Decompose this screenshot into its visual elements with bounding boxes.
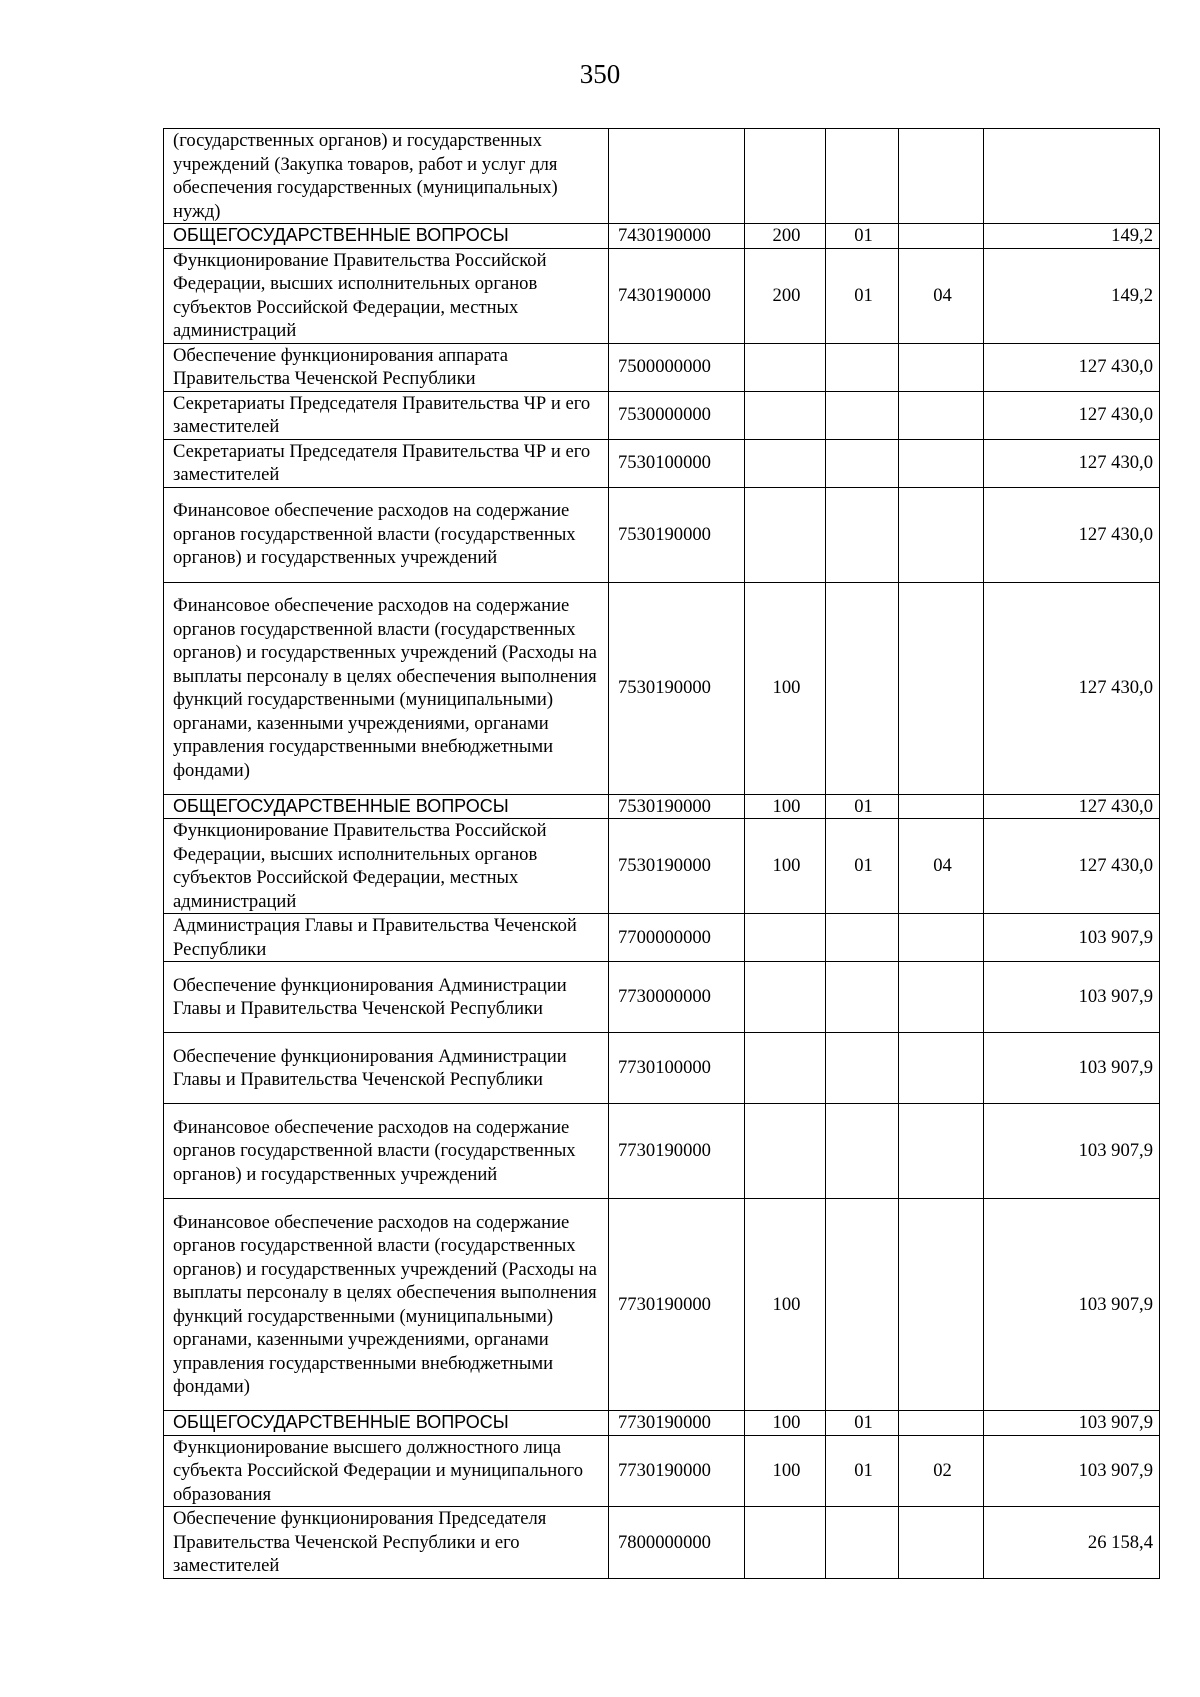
item-name-cell: Функционирование Правительства Российской Федерации, высших исполнительных органов субъектов Российской Федерации, местных администраций <box>164 248 609 343</box>
table-row <box>164 914 1160 962</box>
table-row <box>164 343 1160 391</box>
page-number: 350 <box>579 59 621 89</box>
item-name-cell: Финансовое обеспечение расходов на содержание органов государственной власти (государственных органов) и государственных учреждений (Расходы на выплаты персоналу в целях обеспечения выполнения функций государственными (муниципальными) органами, казенными учреждениями, органами управления государственными внебюджетными фондами) <box>164 582 609 794</box>
budget-table-body <box>164 129 1160 1579</box>
section-cell <box>826 391 899 439</box>
table-row <box>164 1411 1160 1436</box>
table-row <box>164 1435 1160 1507</box>
table-row <box>164 439 1160 487</box>
expense-type-cell <box>745 391 826 439</box>
section-cell <box>826 914 899 962</box>
expense-type-cell: 200 <box>745 224 826 249</box>
item-name-cell: ОБЩЕГОСУДАРСТВЕННЫЕ ВОПРОСЫ <box>164 224 609 249</box>
expense-type-cell: 100 <box>745 1411 826 1436</box>
section-cell <box>826 1104 899 1199</box>
target-article-cell: 7730190000 <box>609 1104 745 1199</box>
table-row <box>164 129 1160 224</box>
item-name-cell: Финансовое обеспечение расходов на содержание органов государственной власти (государственных органов) и государственных учреждений (Расходы на выплаты персоналу в целях обеспечения выполнения функций государственными (муниципальными) органами, казенными учреждениями, органами управления государственными внебюджетными фондами) <box>164 1199 609 1411</box>
table-row <box>164 962 1160 1033</box>
subsection-cell <box>899 1199 984 1411</box>
expense-type-cell <box>745 439 826 487</box>
section-cell: 01 <box>826 1435 899 1507</box>
subsection-cell <box>899 343 984 391</box>
table-row <box>164 582 1160 794</box>
target-article-cell: 7730000000 <box>609 962 745 1033</box>
item-name-cell: Функционирование высшего должностного лица субъекта Российской Федерации и муниципального образования <box>164 1435 609 1507</box>
item-name-cell: Обеспечение функционирования Администрации Главы и Правительства Чеченской Республики <box>164 962 609 1033</box>
table-row <box>164 248 1160 343</box>
amount-cell: 127 430,0 <box>984 794 1160 819</box>
expense-type-cell: 200 <box>745 248 826 343</box>
table-row <box>164 487 1160 582</box>
expense-type-cell <box>745 962 826 1033</box>
table-row <box>164 224 1160 249</box>
table-row <box>164 1507 1160 1579</box>
amount-cell: 103 907,9 <box>984 1199 1160 1411</box>
amount-cell: 149,2 <box>984 248 1160 343</box>
subsection-cell <box>899 1033 984 1104</box>
item-name-cell: Финансовое обеспечение расходов на содержание органов государственной власти (государственных органов) и государственных учреждений <box>164 487 609 582</box>
subsection-cell <box>899 1507 984 1579</box>
target-article-cell: 7530190000 <box>609 794 745 819</box>
amount-cell: 127 430,0 <box>984 439 1160 487</box>
section-cell <box>826 582 899 794</box>
section-cell: 01 <box>826 248 899 343</box>
target-article-cell: 7730190000 <box>609 1435 745 1507</box>
section-cell <box>826 343 899 391</box>
expense-type-cell <box>745 914 826 962</box>
amount-cell: 127 430,0 <box>984 487 1160 582</box>
expense-type-cell: 100 <box>745 582 826 794</box>
subsection-cell <box>899 129 984 224</box>
amount-cell: 103 907,9 <box>984 1033 1160 1104</box>
target-article-cell: 7530190000 <box>609 487 745 582</box>
target-article-cell: 7730190000 <box>609 1199 745 1411</box>
section-cell <box>826 1199 899 1411</box>
target-article-cell: 7530000000 <box>609 391 745 439</box>
section-cell <box>826 1033 899 1104</box>
table-row <box>164 1033 1160 1104</box>
section-cell <box>826 129 899 224</box>
expense-type-cell <box>745 1104 826 1199</box>
expense-type-cell: 100 <box>745 819 826 914</box>
expense-type-cell <box>745 1033 826 1104</box>
target-article-cell: 7700000000 <box>609 914 745 962</box>
section-cell <box>826 487 899 582</box>
item-name-cell: Обеспечение функционирования Председателя Правительства Чеченской Республики и его заместителей <box>164 1507 609 1579</box>
section-cell <box>826 962 899 1033</box>
expense-type-cell: 100 <box>745 794 826 819</box>
amount-cell: 149,2 <box>984 224 1160 249</box>
target-article-cell: 7530190000 <box>609 819 745 914</box>
item-name-cell: Секретариаты Председателя Правительства ЧР и его заместителей <box>164 439 609 487</box>
subsection-cell: 04 <box>899 819 984 914</box>
table-row <box>164 819 1160 914</box>
subsection-cell: 02 <box>899 1435 984 1507</box>
subsection-cell <box>899 487 984 582</box>
table-row <box>164 1199 1160 1411</box>
target-article-cell: 7730100000 <box>609 1033 745 1104</box>
item-name-cell: Финансовое обеспечение расходов на содержание органов государственной власти (государственных органов) и государственных учреждений <box>164 1104 609 1199</box>
section-cell: 01 <box>826 794 899 819</box>
subsection-cell <box>899 439 984 487</box>
expense-type-cell: 100 <box>745 1199 826 1411</box>
subsection-cell <box>899 962 984 1033</box>
section-cell <box>826 1507 899 1579</box>
expense-type-cell <box>745 487 826 582</box>
section-cell: 01 <box>826 819 899 914</box>
target-article-cell: 7500000000 <box>609 343 745 391</box>
amount-cell: 127 430,0 <box>984 582 1160 794</box>
item-name-cell: Секретариаты Председателя Правительства ЧР и его заместителей <box>164 391 609 439</box>
expense-type-cell <box>745 129 826 224</box>
target-article-cell <box>609 129 745 224</box>
amount-cell: 26 158,4 <box>984 1507 1160 1579</box>
subsection-cell <box>899 1411 984 1436</box>
amount-cell: 103 907,9 <box>984 962 1160 1033</box>
amount-cell: 103 907,9 <box>984 1104 1160 1199</box>
amount-cell: 127 430,0 <box>984 343 1160 391</box>
target-article-cell: 7730190000 <box>609 1411 745 1436</box>
subsection-cell <box>899 224 984 249</box>
item-name-cell: ОБЩЕГОСУДАРСТВЕННЫЕ ВОПРОСЫ <box>164 794 609 819</box>
amount-cell: 127 430,0 <box>984 391 1160 439</box>
expense-type-cell <box>745 1507 826 1579</box>
subsection-cell <box>899 1104 984 1199</box>
item-name-cell: Обеспечение функционирования аппарата Правительства Чеченской Республики <box>164 343 609 391</box>
item-name-cell: Функционирование Правительства Российской Федерации, высших исполнительных органов субъектов Российской Федерации, местных администраций <box>164 819 609 914</box>
target-article-cell: 7430190000 <box>609 248 745 343</box>
subsection-cell <box>899 582 984 794</box>
target-article-cell: 7800000000 <box>609 1507 745 1579</box>
amount-cell: 103 907,9 <box>984 1411 1160 1436</box>
target-article-cell: 7530190000 <box>609 582 745 794</box>
expense-type-cell: 100 <box>745 1435 826 1507</box>
section-cell: 01 <box>826 1411 899 1436</box>
item-name-cell: Администрация Главы и Правительства Чеченской Республики <box>164 914 609 962</box>
section-cell: 01 <box>826 224 899 249</box>
amount-cell <box>984 129 1160 224</box>
subsection-cell <box>899 914 984 962</box>
subsection-cell <box>899 391 984 439</box>
item-name-cell: Обеспечение функционирования Администрации Главы и Правительства Чеченской Республики <box>164 1033 609 1104</box>
target-article-cell: 7430190000 <box>609 224 745 249</box>
expense-type-cell <box>745 343 826 391</box>
target-article-cell: 7530100000 <box>609 439 745 487</box>
subsection-cell <box>899 794 984 819</box>
section-cell <box>826 439 899 487</box>
budget-table <box>163 128 1160 1579</box>
item-name-cell: ОБЩЕГОСУДАРСТВЕННЫЕ ВОПРОСЫ <box>164 1411 609 1436</box>
amount-cell: 103 907,9 <box>984 1435 1160 1507</box>
table-row <box>164 794 1160 819</box>
subsection-cell: 04 <box>899 248 984 343</box>
table-row <box>164 391 1160 439</box>
amount-cell: 103 907,9 <box>984 914 1160 962</box>
table-row <box>164 1104 1160 1199</box>
amount-cell: 127 430,0 <box>984 819 1160 914</box>
item-name-cell: (государственных органов) и государственных учреждений (Закупка товаров, работ и услуг для обеспечения государственных (муниципальных) нужд) <box>164 129 609 224</box>
